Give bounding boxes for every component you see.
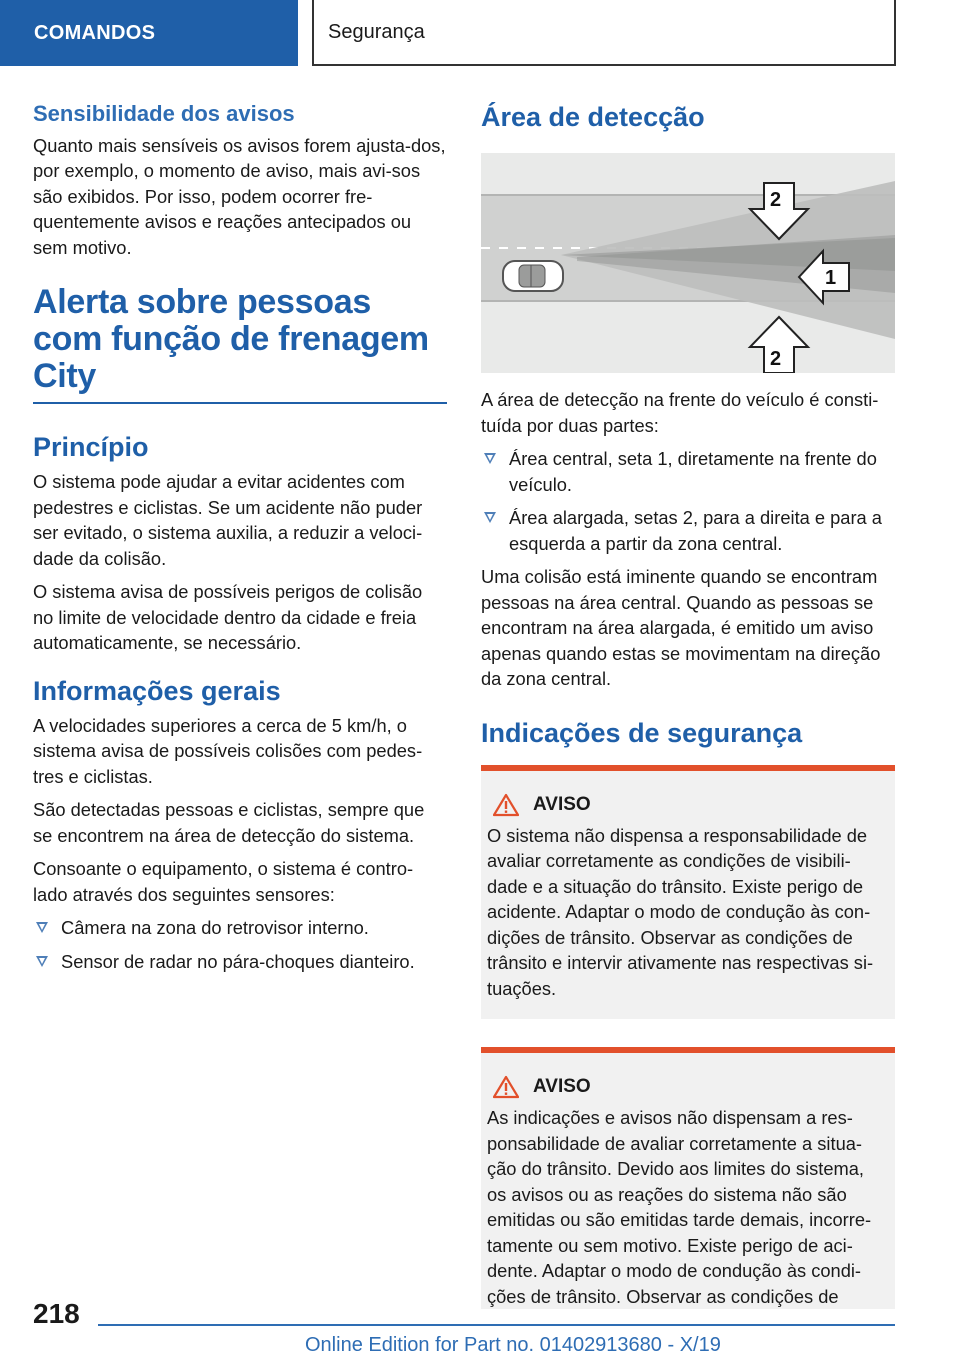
principle-paragraph-1: O sistema pode ajudar a evitar acidentes com pedestres e ciclistas. Se um acidente não puder ser evitado, o sistema auxilia, a reduzir a veloci-dade da colisão. (33, 471, 423, 569)
warning-triangle-icon (493, 793, 519, 817)
warning-box (481, 765, 895, 1020)
list-item: Área central, seta 1, diretamente na frente do veículo. (481, 446, 895, 497)
principle-heading: Princípio (33, 432, 149, 463)
section-tab: COMANDOS (0, 0, 298, 66)
bullet-triangle-icon (484, 512, 496, 523)
area-list (481, 446, 895, 556)
general-paragraph-2: São detectadas pessoas e ciclistas, sempre que se encontrem na área de detecção do sistema. (33, 799, 425, 846)
footer-edition: Online Edition for Part no. 01402913680 - X/19 (305, 1334, 721, 1356)
warning-triangle-icon (493, 1075, 519, 1099)
sensor-list (33, 915, 447, 974)
warning-box (481, 1047, 895, 1309)
sensitivity-text: Quanto mais sensíveis os avisos forem ajusta-dos, por exemplo, o momento de aviso, mais avi-sos são exibidos. Por isso, podem ocorrer fre-quentemente avisos e reações antecipados ou sem motivo. (33, 134, 446, 258)
bullet-triangle-icon (36, 922, 48, 933)
svg-text:1: 1 (825, 267, 837, 290)
warning-title: AVISO (533, 793, 591, 815)
chapter-header: Segurança (312, 0, 896, 66)
list-item: Câmera na zona do retrovisor interno. (33, 915, 447, 941)
detection-paragraph-2: Uma colisão está iminente quando se encontram pessoas na área central. Quando as pessoas se encontram na área alargada, é emitido um aviso apenas quando estas se movimentam na direção da zona central. (481, 566, 881, 690)
detection-area-heading: Área de detecção (481, 102, 705, 132)
detection-area-diagram (481, 153, 895, 373)
principle-paragraph-2: O sistema avisa de possíveis perigos de colisão no limite de velocidade dentro da cidade e freia automaticamente, se necessário. (33, 581, 423, 654)
main-title: Alerta sobre pessoas com função de frenagem City (33, 283, 429, 395)
warning-header (487, 793, 887, 817)
right-column (481, 100, 895, 1309)
warning-text: O sistema não dispensa a responsabilidade de avaliar corretamente as condições de visibili-dade e a situação do trânsito. Existe perigo de acidente. Adaptar o modo de condução às con-dições de trânsito. Observar as condições de trânsito e intervir ativamente nas respectivas si-tuações. (487, 824, 874, 999)
list-item: Sensor de radar no pára-choques dianteiro. (33, 949, 447, 975)
bullet-triangle-icon (36, 956, 48, 967)
sensitivity-heading: Sensibilidade dos avisos (33, 101, 295, 126)
main-title-block (33, 284, 447, 404)
warning-header (487, 1075, 887, 1099)
detection-paragraph-1: A área de detecção na frente do veículo é consti-tuída por duas partes: (481, 389, 879, 436)
footer-divider (98, 1324, 895, 1326)
general-info-heading: Informações gerais (33, 675, 281, 706)
svg-text:2: 2 (770, 348, 782, 371)
general-paragraph-1: A velocidades superiores a cerca de 5 km/h, o sistema avisa de possíveis colisões com pedes-tres e ciclistas. (33, 714, 423, 787)
safety-heading: Indicações de segurança (481, 717, 803, 748)
bullet-triangle-icon (484, 453, 496, 464)
car-icon (503, 261, 563, 291)
warning-text: As indicações e avisos não dispensam a res-ponsabilidade de avaliar corretamente a situa-ção do trânsito. Devido aos limites do sistema, os avisos ou as reações do sistema não são emitidas ou são emitidas tarde demais, incorre-tamente ou sem motivo. Existe perigo de aci-dente. Adaptar o modo de condução às condi-ções de trânsito. Observar as condições de (487, 1107, 872, 1307)
svg-text:2: 2 (770, 189, 782, 212)
warning-title: AVISO (533, 1076, 591, 1098)
left-column (33, 100, 447, 982)
list-item: Área alargada, setas 2, para a direita e para a esquerda a partir da zona central. (481, 505, 895, 556)
page-number: 218 (33, 1298, 80, 1329)
general-paragraph-3: Consoante o equipamento, o sistema é contro-lado através dos seguintes sensores: (33, 858, 414, 905)
